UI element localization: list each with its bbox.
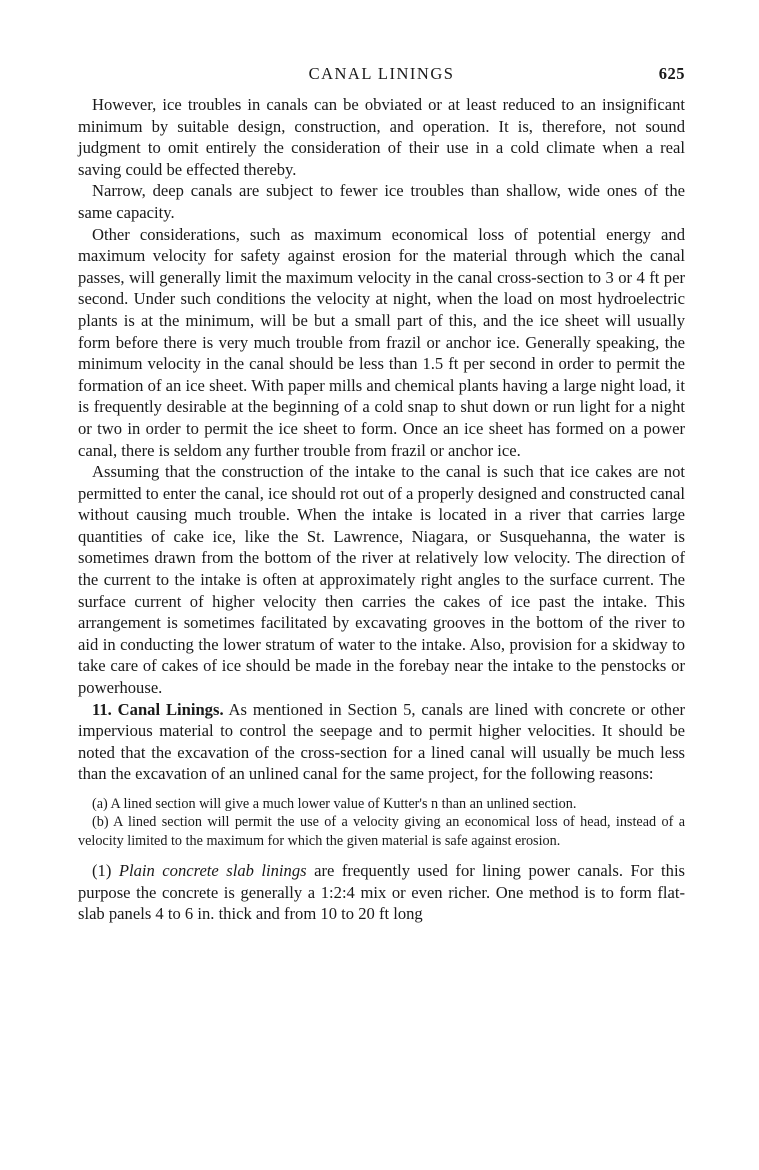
- section-body: As mentioned in Section 5, canals are lined with concrete or other impervious material to control the seepage and to permit higher velocities. It should be noted that the excavation of the cross-section for a lined canal will usually be much less than the excavation of an unlined canal for the same project, for the following reasons:: [78, 699, 685, 784]
- paragraph-canal-linings: [78, 699, 685, 785]
- reason-item-b: (b) A lined section will permit the use of a velocity giving an economical loss of head, instead of a velocity limited to the maximum for which the given material is safe against erosion.: [78, 814, 685, 849]
- paragraph-other-considerations: Other considerations, such as maximum economical loss of potential energy and maximum velocity for safety against erosion for the material through which the canal passes, will generally limit the maximum velocity in the canal cross-section to 3 or 4 ft per second. Under such conditions the velocity at night, when the load on most hydroelectric plants is at the minimum, will be but a small part of this, and the ice sheet will usually form before there is very much trouble from frazil or anchor ice. Generally speaking, the minimum velocity in the canal should be less than 1.5 ft per second in order to permit the formation of an ice sheet. With paper mills and chemical plants having a large night load, it is frequently desirable at the beginning of a cold snap to shut down or run light for a night or two in order to permit the ice sheet to form. Once an ice sheet has formed on a power canal, there is seldom any further trouble from frazil or anchor ice.: [78, 224, 685, 460]
- reasons-list: [78, 795, 685, 850]
- running-head-title: CANAL LININGS: [308, 64, 455, 83]
- running-head: [78, 60, 685, 94]
- item-body: are frequently used for lining power canals. For this purpose the concrete is generally a 1:2:4 mix or even richer. One method is to form flat-slab panels 4 to 6 in. thick and from 10 to 20 ft long: [78, 861, 686, 924]
- reason-item-a: (a) A lined section will give a much lower value of Kutter's n than an unlined section.: [92, 796, 577, 812]
- paragraph-plain-concrete: [78, 860, 685, 925]
- section-heading: 11. Canal Linings.: [92, 699, 224, 719]
- paragraph-intake-construction: Assuming that the construction of the intake to the canal is such that ice cakes are not permitted to enter the canal, ice should rot out of a properly designed and constructed canal without causing much trouble. When the intake is located in a river that carries large quantities of cake ice, like the St. Lawrence, Niagara, or Susquehanna, the water is sometimes drawn from the bottom of the river at relatively low velocity. The direction of the current to the intake is often at approximately right angles to the surface current. The surface current of higher velocity then carries the cakes of ice past the intake. This arrangement is sometimes facilitated by excavating grooves in the bottom of the river to aid in conducting the lower stratum of water to the intake. Also, provision for a skidway to take care of cakes of ice should be made in the forebay near the intake to the penstocks or powerhouse.: [78, 462, 685, 698]
- page-number: 625: [658, 64, 685, 83]
- item-number: (1): [92, 861, 119, 881]
- paragraph-narrow-canals: Narrow, deep canals are subject to fewer ice troubles than shallow, wide ones of the same capacity.: [78, 181, 685, 222]
- document-page: [78, 60, 685, 925]
- paragraph-ice-troubles: However, ice troubles in canals can be obviated or at least reduced to an insignificant minimum by suitable design, construction, and operation. It is, therefore, not sound judgment to omit entirely the consideration of their use in a cold climate when a real saving could be effected thereby.: [78, 95, 685, 179]
- italic-term: Plain concrete slab linings: [118, 861, 307, 881]
